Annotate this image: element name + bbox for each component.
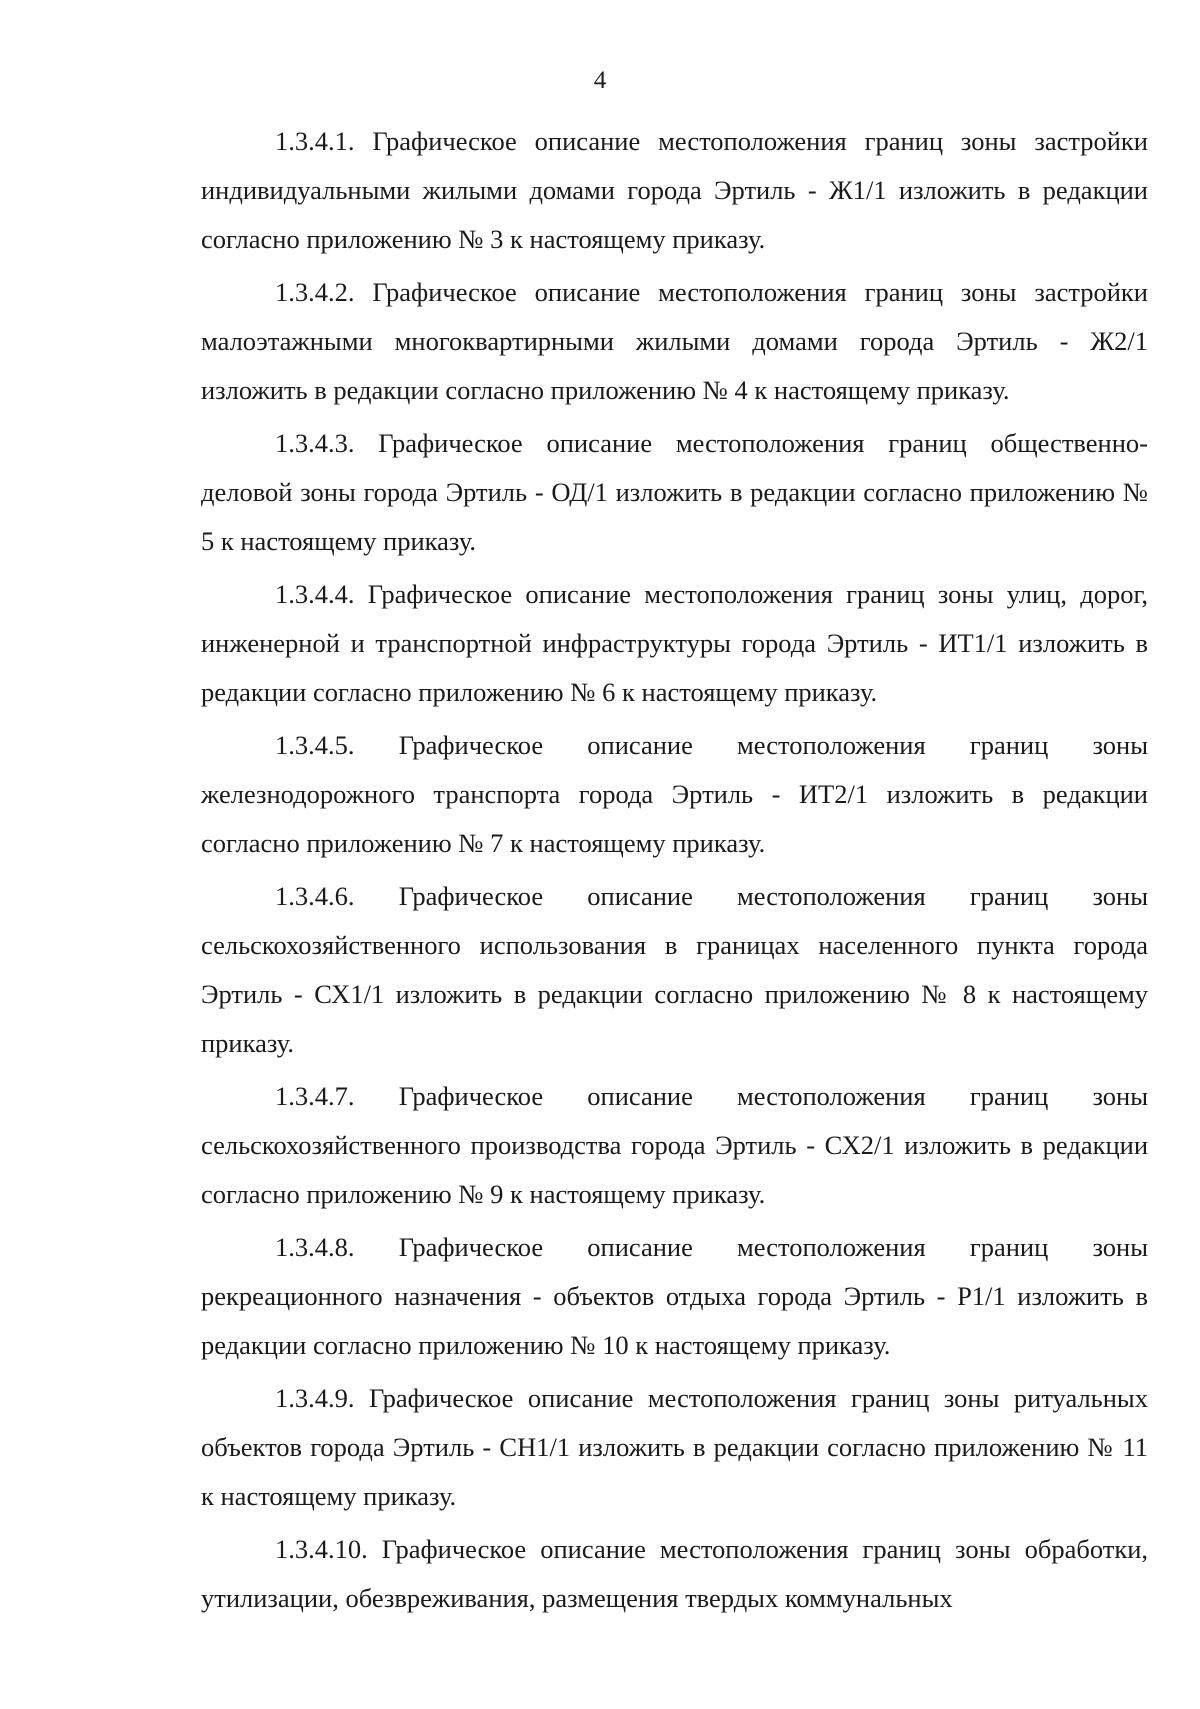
paragraph-1-3-4-3: 1.3.4.3. Графическое описание местоположения границ общественно-деловой зоны города Эртиль - ОД/1 изложить в редакции согласно приложению № 5 к настоящему приказу. <box>201 428 1148 556</box>
page-number: 4 <box>593 67 607 94</box>
paragraph-1-3-4-4: 1.3.4.4. Графическое описание местоположения границ зоны улиц, дорог, инженерной и транспортной инфраструктуры города Эртиль - ИТ1/1 изложить в редакции согласно приложению № 6 к настоящему приказу. <box>201 579 1148 707</box>
paragraph-1-3-4-6: 1.3.4.6. Графическое описание местоположения границ зоны сельскохозяйственного использования в границах населенного пункта города Эртиль - СХ1/1 изложить в редакции согласно приложению № 8 к настоящему приказу. <box>201 881 1148 1058</box>
paragraph-1-3-4-10: 1.3.4.10. Графическое описание местоположения границ зоны обработки, утилизации, обезвреживания, размещения твердых коммунальных <box>201 1534 1148 1613</box>
paragraph-1-3-4-1: 1.3.4.1. Графическое описание местоположения границ зоны застройки индивидуальными жилыми домами города Эртиль - Ж1/1 изложить в редакции согласно приложению № 3 к настоящему приказу. <box>201 126 1148 254</box>
document-body <box>201 117 1148 1623</box>
paragraph-1-3-4-9: 1.3.4.9. Графическое описание местоположения границ зоны ритуальных объектов города Эртиль - СН1/1 изложить в редакции согласно приложению № 11 к настоящему приказу. <box>201 1383 1148 1511</box>
paragraph-1-3-4-5: 1.3.4.5. Графическое описание местоположения границ зоны железнодорожного транспорта города Эртиль - ИТ2/1 изложить в редакции согласно приложению № 7 к настоящему приказу. <box>201 730 1148 858</box>
paragraph-1-3-4-8: 1.3.4.8. Графическое описание местоположения границ зоны рекреационного назначения - объектов отдыха города Эртиль - Р1/1 изложить в редакции согласно приложению № 10 к настоящему приказу. <box>201 1232 1148 1360</box>
paragraph-1-3-4-7: 1.3.4.7. Графическое описание местоположения границ зоны сельскохозяйственного производства города Эртиль - СХ2/1 изложить в редакции согласно приложению № 9 к настоящему приказу. <box>201 1081 1148 1209</box>
paragraph-1-3-4-2: 1.3.4.2. Графическое описание местоположения границ зоны застройки малоэтажными многоквартирными жилыми домами города Эртиль - Ж2/1 изложить в редакции согласно приложению № 4 к настоящему приказу. <box>201 277 1148 405</box>
